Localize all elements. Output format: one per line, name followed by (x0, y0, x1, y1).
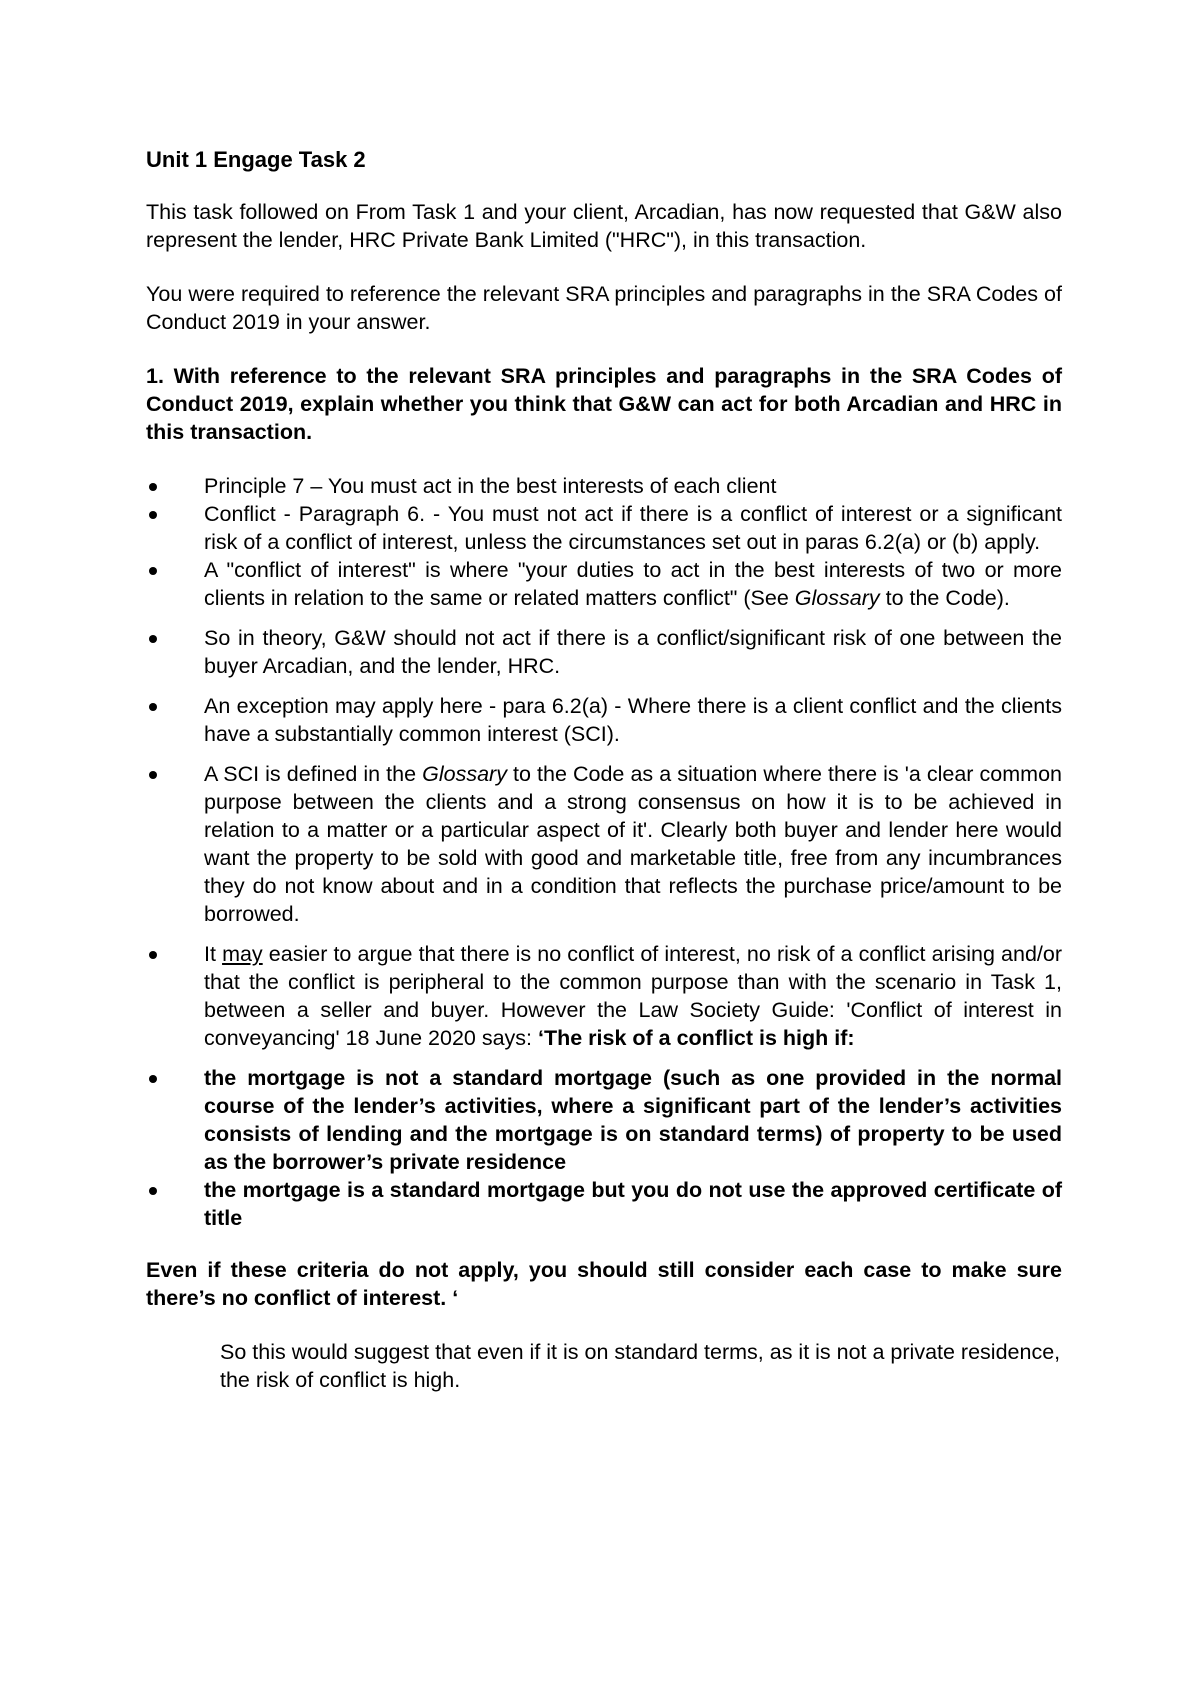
bullet-icon (149, 635, 157, 643)
bullet-icon (149, 951, 157, 959)
intro-paragraph: This task followed on From Task 1 and your client, Arcadian, has now requested that G&W also represent the lender, HRC Private Bank Limited ("HRC"), in this transaction. (146, 200, 1062, 252)
bullet-icon (149, 1075, 157, 1083)
question-heading: 1. With reference to the relevant SRA principles and paragraphs in the SRA Codes of Conduct 2019, explain whether you think that G&W can act for both Arcadian and HRC in this transaction. (146, 364, 1062, 444)
bullet-conflict-definition (146, 556, 1062, 612)
closing-quote: Even if these criteria do not apply, you should still consider each case to make sure there’s no conflict of interest. ‘ (146, 1258, 1062, 1310)
document-body (146, 146, 1062, 1394)
bullet-principle-7 (146, 472, 1062, 500)
bullet-text-start: A SCI is defined in the (204, 762, 423, 786)
bullet-text: Principle 7 – You must act in the best interests of each client (204, 474, 777, 498)
requirement-paragraph: You were required to reference the relevant SRA principles and paragraphs in the SRA Codes of Conduct 2019 in your answer. (146, 282, 1062, 334)
bullet-icon (149, 483, 157, 491)
document-title: Unit 1 Engage Task 2 (146, 147, 366, 172)
bullet-text: the mortgage is not a standard mortgage (such as one provided in the normal course of the lender’s activities, where a significant part of the lender’s activities consists of lending and the mortgage is on standard terms) of property to be used as the borrower’s private residence (204, 1066, 1062, 1174)
bullet-icon (149, 511, 157, 519)
bullet-glossary-term: Glossary (422, 762, 507, 786)
bullet-text-end: to the Code as a situation where there is 'a clear common purpose between the clients and a strong consensus on how it is to be achieved in relation to a matter or a particular aspect of it'. Clearly both buyer and lender here would want the property to be sold with good and marketable title, free from any incumbrances they do not know about and in a condition that reflects the purchase price/amount to be borrowed. (204, 762, 1062, 926)
bullet-icon (149, 771, 157, 779)
bullet-text-end: to the Code). (879, 586, 1010, 610)
bullet-text-start: A "conflict of interest" is where "your duties to act in the best interests of two or more clients in relation to the same or related matters conflict" (See (204, 558, 1062, 610)
bullet-bold-quote: ‘The risk of a conflict is high if: (538, 1026, 855, 1050)
bullet-sci-definition (146, 760, 1062, 928)
bullet-text-middle: easier to argue that there is no conflict of interest, no risk of a conflict arising and/or that the conflict is peripheral to the common purpose than with the scenario in Task 1, between a seller and buyer. However the Law Society Guide: 'Conflict of interest in conveyancing' 18 June 2020 says: (204, 942, 1063, 1050)
bullet-exception (146, 692, 1062, 748)
bullet-standard-mortgage (146, 1176, 1062, 1232)
bullet-underlined-word: may (222, 942, 263, 966)
bullet-text: the mortgage is a standard mortgage but you do not use the approved certificate of title (204, 1178, 1062, 1230)
bullet-text: An exception may apply here - para 6.2(a) - Where there is a client conflict and the clients have a substantially common interest (SCI). (204, 694, 1062, 746)
bullet-law-society-guide (146, 940, 1062, 1052)
conclusion-note: So this would suggest that even if it is on standard terms, as it is not a private residence, the risk of conflict is high. (220, 1340, 1061, 1392)
bullet-non-standard-mortgage (146, 1064, 1062, 1176)
bullet-theory (146, 624, 1062, 680)
answer-bullet-list (146, 472, 1062, 1232)
bullet-glossary-term: Glossary (794, 586, 880, 610)
bullet-icon (149, 1187, 157, 1195)
bullet-text: So in theory, G&W should not act if there is a conflict/significant risk of one between the buyer Arcadian, and the lender, HRC. (204, 626, 1062, 678)
bullet-text: Conflict - Paragraph 6. - You must not act if there is a conflict of interest or a significant risk of a conflict of interest, unless the circumstances set out in paras 6.2(a) or (b) apply. (204, 502, 1062, 554)
bullet-conflict-paragraph-6 (146, 500, 1062, 556)
bullet-icon (149, 703, 157, 711)
bullet-text-start: It (204, 942, 223, 966)
bullet-icon (149, 567, 157, 575)
